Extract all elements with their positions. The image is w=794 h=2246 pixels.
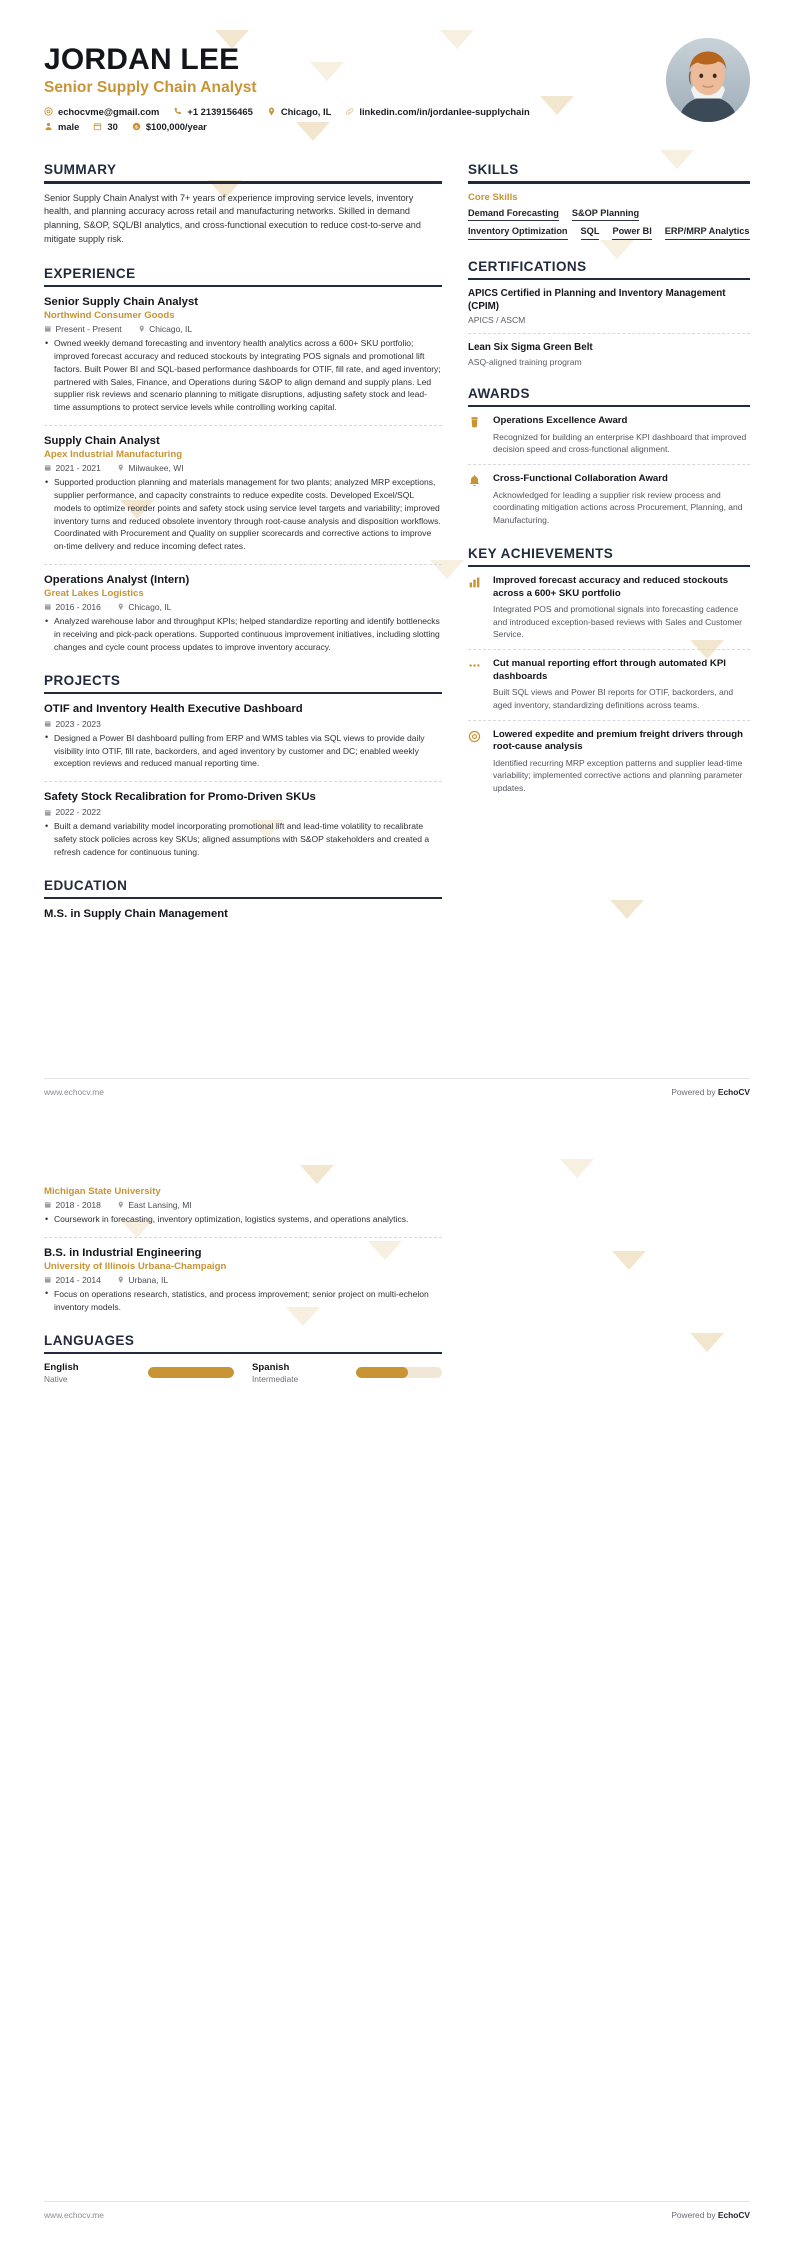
footer-brand: EchoCV bbox=[717, 1087, 750, 1097]
experience-entry bbox=[44, 573, 442, 654]
right-column bbox=[468, 1185, 750, 1403]
experience-dates-text: Present - Present bbox=[55, 324, 122, 335]
achievement-title: Improved forecast accuracy and reduced stockouts across a 600+ SKU portfolio bbox=[493, 575, 729, 599]
job-role-subtitle: Senior Supply Chain Analyst bbox=[44, 79, 257, 97]
skill-chip: Demand Forecasting bbox=[468, 208, 559, 222]
experience-location bbox=[138, 324, 193, 334]
list-item: • Built a demand variability model incorporating promotional lift and lead-time volatility to recalibrate safety stock policies across key SKUs; aligned assumptions with S&OP stakeholders and created a refresh cadence for continuous tuning. bbox=[44, 820, 442, 858]
section-awards bbox=[468, 386, 750, 527]
skill-chip: Inventory Optimization bbox=[468, 226, 568, 240]
language-proficiency-bar bbox=[356, 1367, 442, 1378]
education-meta bbox=[44, 1275, 442, 1285]
experience-location-text: Milwaukee, WI bbox=[128, 463, 184, 474]
section-divider bbox=[44, 692, 442, 694]
email-icon bbox=[44, 107, 53, 116]
section-title-certifications: CERTIFICATIONS bbox=[468, 258, 587, 274]
contact-salary bbox=[132, 121, 207, 132]
bell-icon bbox=[468, 473, 484, 527]
experience-location-text: Chicago, IL bbox=[128, 602, 172, 613]
experience-location bbox=[117, 463, 184, 473]
language-level: Native bbox=[44, 1373, 68, 1384]
contact-phone-text: +1 2139156465 bbox=[187, 106, 253, 118]
award-title: Operations Excellence Award bbox=[493, 415, 628, 427]
calendar-icon bbox=[44, 1276, 52, 1284]
experience-location-text: Chicago, IL bbox=[149, 324, 193, 335]
language-proficiency-fill bbox=[356, 1367, 408, 1378]
contact-linkedin[interactable] bbox=[345, 106, 529, 117]
contact-linkedin-text: linkedin.com/in/jordanlee-supplychain bbox=[359, 106, 530, 118]
entry-divider bbox=[44, 564, 442, 565]
contact-gender-text: male bbox=[58, 121, 80, 133]
skills-group-label: Core Skills bbox=[468, 191, 518, 203]
award-entry bbox=[468, 473, 750, 527]
footer-powered-prefix: Powered by bbox=[671, 2210, 718, 2220]
achievement-entry bbox=[468, 575, 750, 641]
experience-job-title: Senior Supply Chain Analyst bbox=[44, 296, 198, 309]
project-meta bbox=[44, 807, 442, 817]
experience-job-title: Operations Analyst (Intern) bbox=[44, 573, 190, 586]
location-pin-icon bbox=[138, 325, 146, 333]
list-item: • Supported production planning and materials management for two plants; analyzed MRP exceptions, supplier performance, and capacity constraints to reduce expedite costs. Developed Excel/SQL models to optimize reorder points and safety stock using service level targets and variability; improved inventory turns and reduced obsolete inventory through root-cause analysis and disposition workflows. Coordinated with Procurement and Quality on supplier scorecards and corrective actions to improve on-time delivery and reduce incoming defect rates. bbox=[44, 476, 442, 553]
education-meta bbox=[44, 1200, 442, 1210]
language-proficiency-bar bbox=[148, 1367, 234, 1378]
education-school: Michigan State University bbox=[44, 1186, 161, 1197]
language-proficiency-fill bbox=[148, 1367, 234, 1378]
project-dates-text: 2022 - 2022 bbox=[55, 807, 101, 818]
contact-location-text: Chicago, IL bbox=[280, 106, 332, 118]
education-location-text: East Lansing, MI bbox=[128, 1200, 192, 1210]
avatar-photo bbox=[666, 38, 750, 122]
entry-divider bbox=[468, 649, 750, 650]
calendar-icon bbox=[44, 603, 52, 611]
contact-info bbox=[44, 106, 652, 132]
experience-dates bbox=[44, 602, 101, 612]
experience-meta bbox=[44, 602, 442, 612]
project-title: Safety Stock Recalibration for Promo-Driven SKUs bbox=[44, 791, 316, 804]
experience-entry bbox=[44, 295, 442, 414]
section-key-achievements bbox=[468, 546, 750, 795]
language-item bbox=[252, 1362, 442, 1384]
certification-name: APICS Certified in Planning and Inventory Management (CPIM) bbox=[468, 287, 726, 312]
contact-gender bbox=[44, 121, 79, 132]
location-pin-icon bbox=[117, 1276, 125, 1284]
list-item: • Coursework in forecasting, inventory optimization, logistics systems, and operations analytics. bbox=[44, 1213, 442, 1226]
section-divider bbox=[468, 181, 750, 183]
link-icon bbox=[345, 107, 354, 116]
footer-powered-by bbox=[671, 2210, 750, 2220]
experience-meta bbox=[44, 324, 442, 334]
section-experience bbox=[44, 266, 442, 654]
calendar-icon bbox=[44, 720, 52, 728]
contact-location bbox=[267, 106, 332, 117]
section-divider bbox=[468, 565, 750, 567]
page-title: JORDAN LEE bbox=[44, 43, 240, 76]
project-dates bbox=[44, 807, 101, 817]
footer-website[interactable]: www.echocv.me bbox=[44, 2210, 104, 2220]
education-degree: M.S. in Supply Chain Management bbox=[44, 908, 228, 920]
experience-company: Great Lakes Logistics bbox=[44, 588, 144, 600]
experience-location bbox=[117, 602, 172, 612]
experience-bullets bbox=[44, 615, 442, 653]
section-title-projects: PROJECTS bbox=[44, 672, 121, 688]
section-title-experience: EXPERIENCE bbox=[44, 265, 136, 281]
project-dates-text: 2023 - 2023 bbox=[55, 718, 101, 729]
ellipsis-icon bbox=[468, 658, 484, 711]
section-divider bbox=[468, 278, 750, 280]
location-pin-icon bbox=[117, 603, 125, 611]
section-divider bbox=[44, 897, 442, 899]
award-description: Acknowledged for leading a supplier risk review process and coordinating mitigation actions across Procurement, Planning, and Manufacturing. bbox=[493, 489, 743, 526]
certification-entry bbox=[468, 342, 750, 367]
section-languages bbox=[44, 1333, 442, 1384]
resume-header bbox=[44, 36, 750, 136]
language-item bbox=[44, 1362, 234, 1384]
section-summary bbox=[44, 162, 442, 246]
entry-divider bbox=[44, 425, 442, 426]
right-column bbox=[468, 162, 750, 940]
page-footer bbox=[44, 2201, 750, 2220]
contact-age bbox=[93, 121, 117, 132]
entry-divider bbox=[44, 781, 442, 782]
page-footer bbox=[44, 1078, 750, 1097]
education-dates-text: 2014 - 2014 bbox=[55, 1274, 101, 1285]
education-entry bbox=[44, 1186, 442, 1226]
section-certifications bbox=[468, 259, 750, 367]
language-name: Spanish bbox=[252, 1361, 290, 1373]
location-pin-icon bbox=[267, 107, 276, 116]
list-item: • Focus on operations research, statistics, and process improvement; senior project on multi-echelon inventory models. bbox=[44, 1288, 442, 1314]
experience-entry bbox=[44, 434, 442, 553]
skills-list bbox=[468, 208, 750, 240]
skill-chip: ERP/MRP Analytics bbox=[665, 226, 750, 240]
project-title: OTIF and Inventory Health Executive Dashboard bbox=[44, 702, 303, 715]
experience-company: Apex Industrial Manufacturing bbox=[44, 449, 183, 461]
section-title-education: EDUCATION bbox=[44, 877, 128, 893]
phone-icon bbox=[173, 107, 182, 116]
contact-row-secondary bbox=[44, 121, 652, 132]
experience-bullets bbox=[44, 337, 442, 414]
list-item: • Owned weekly demand forecasting and inventory health analytics across a 600+ SKU portfolio; improved forecast accuracy and reduced stockouts by integrating POS signals and promotional lift factors. Built Power BI and SQL-based performance dashboards for OTIF, fill rate, and aged inventory; partnered with Sales, Finance, and Operations during S&OP to align demand and supply plans. Led supplier risk reviews and scenario planning to mitigate disruptions, adjusting safety stock and lead-time assumptions to protect service levels while controlling working capital. bbox=[44, 337, 442, 414]
experience-company: Northwind Consumer Goods bbox=[44, 310, 175, 322]
achievement-description: Identified recurring MRP exception patterns and supplier lead-time variability; implemented corrective actions and planning parameter updates. bbox=[493, 757, 743, 794]
avatar bbox=[666, 38, 750, 122]
dollar-coin-icon bbox=[132, 122, 141, 131]
trophy-icon bbox=[468, 415, 484, 456]
entry-divider bbox=[468, 464, 750, 465]
experience-meta bbox=[44, 463, 442, 473]
left-column bbox=[44, 1185, 442, 1403]
award-entry bbox=[468, 415, 750, 456]
languages-list bbox=[44, 1362, 442, 1384]
footer-brand: EchoCV bbox=[717, 2210, 750, 2220]
calendar-icon bbox=[93, 122, 102, 131]
contact-phone[interactable] bbox=[173, 106, 252, 117]
footer-powered-prefix: Powered by bbox=[671, 1087, 718, 1097]
certification-entry bbox=[468, 288, 750, 325]
language-name: English bbox=[44, 1361, 79, 1373]
certification-name: Lean Six Sigma Green Belt bbox=[468, 342, 593, 354]
education-bullets bbox=[44, 1288, 442, 1314]
project-entry bbox=[44, 790, 442, 859]
education-location bbox=[117, 1275, 168, 1285]
footer-website[interactable]: www.echocv.me bbox=[44, 1087, 104, 1097]
left-column bbox=[44, 162, 442, 940]
certification-issuer: ASQ-aligned training program bbox=[468, 356, 582, 367]
language-level: Intermediate bbox=[252, 1373, 299, 1384]
chart-bars-icon bbox=[468, 575, 484, 641]
achievement-description: Built SQL views and Power BI reports for OTIF, backorders, and aged inventory, standardizing definitions across teams. bbox=[493, 687, 734, 710]
skill-chip: SQL bbox=[581, 226, 600, 240]
project-meta bbox=[44, 719, 442, 729]
calendar-icon bbox=[44, 809, 52, 817]
achievement-title: Lowered expedite and premium freight drivers through root-cause analysis bbox=[493, 728, 744, 753]
project-bullets bbox=[44, 732, 442, 770]
award-title: Cross-Functional Collaboration Award bbox=[493, 473, 668, 485]
calendar-icon bbox=[44, 325, 52, 333]
education-entry bbox=[44, 907, 442, 921]
calendar-icon bbox=[44, 464, 52, 472]
contact-salary-text: $100,000/year bbox=[145, 121, 207, 133]
education-location bbox=[117, 1200, 192, 1210]
experience-bullets bbox=[44, 476, 442, 553]
location-pin-icon bbox=[117, 1201, 125, 1209]
footer-powered-by bbox=[671, 1087, 750, 1097]
list-item: • Designed a Power BI dashboard pulling from ERP and WMS tables via SQL views to provide daily visibility into OTIF, fill rate, backorders, and aged inventory by customer and DC; enabled weekly exception reviews and reduced manual reporting time. bbox=[44, 732, 442, 770]
education-dates-text: 2018 - 2018 bbox=[55, 1200, 101, 1210]
section-title-key-achievements: KEY ACHIEVEMENTS bbox=[468, 545, 614, 561]
project-dates bbox=[44, 719, 101, 729]
entry-divider bbox=[468, 720, 750, 721]
entry-divider bbox=[468, 333, 750, 334]
entry-divider bbox=[44, 1237, 442, 1238]
experience-dates-text: 2021 - 2021 bbox=[55, 463, 101, 474]
education-dates bbox=[44, 1275, 101, 1285]
svg-text:$: $ bbox=[134, 125, 138, 131]
section-divider bbox=[44, 285, 442, 287]
award-description: Recognized for building an enterprise KPI dashboard that improved decision speed and cross-functional alignment. bbox=[493, 431, 747, 455]
education-location-text: Urbana, IL bbox=[128, 1274, 169, 1285]
contact-age-text: 30 bbox=[107, 121, 118, 133]
section-skills bbox=[468, 162, 750, 239]
achievement-entry bbox=[468, 658, 750, 711]
experience-dates bbox=[44, 463, 101, 473]
section-title-skills: SKILLS bbox=[468, 162, 519, 178]
skill-chip: S&OP Planning bbox=[572, 208, 639, 222]
experience-dates-text: 2016 - 2016 bbox=[55, 602, 101, 613]
person-icon bbox=[44, 122, 53, 131]
achievement-description: Integrated POS and promotional signals into forecasting cadence and introduced exception-based reviews with Sales and Customer Service. bbox=[493, 603, 742, 640]
section-divider bbox=[44, 181, 442, 183]
section-education bbox=[44, 878, 442, 921]
section-title-summary: SUMMARY bbox=[44, 162, 117, 178]
contact-email-text: echocvme@gmail.com bbox=[58, 106, 160, 118]
contact-row-primary bbox=[44, 106, 652, 117]
education-entry bbox=[44, 1246, 442, 1314]
education-dates bbox=[44, 1200, 101, 1210]
skill-chip: Power BI bbox=[612, 226, 651, 240]
experience-job-title: Supply Chain Analyst bbox=[44, 435, 160, 447]
list-item: • Analyzed warehouse labor and throughput KPIs; helped standardize reporting and identify bottlenecks in receiving and pick-pack operations. Supported continuous improvement initiatives, including slotting changes and cycle count process updates to improve inventory accuracy. bbox=[44, 615, 442, 653]
achievement-title: Cut manual reporting effort through automated KPI dashboards bbox=[493, 658, 726, 682]
project-entry bbox=[44, 702, 442, 771]
section-education-continued bbox=[44, 1186, 442, 1314]
certification-issuer: APICS / ASCM bbox=[468, 315, 526, 326]
target-icon bbox=[468, 729, 484, 795]
section-divider bbox=[44, 1352, 442, 1354]
project-bullets bbox=[44, 820, 442, 858]
education-degree: B.S. in Industrial Engineering bbox=[44, 1246, 202, 1259]
contact-email[interactable] bbox=[44, 106, 159, 117]
section-title-languages: LANGUAGES bbox=[44, 1332, 135, 1348]
section-title-awards: AWARDS bbox=[468, 385, 530, 401]
location-pin-icon bbox=[117, 464, 125, 472]
summary-text: Senior Supply Chain Analyst with 7+ years of experience improving service levels, inventory health, and planning accuracy across retail and manufacturing networks. Skilled in demand planning, S&OP, SQL/BI analytics, and cross-functional execution to reduce cost-to-serve and mitigate supply risk. bbox=[44, 192, 421, 245]
resume-page-2 bbox=[0, 1123, 794, 2246]
section-projects bbox=[44, 673, 442, 859]
education-bullets bbox=[44, 1213, 442, 1226]
experience-dates bbox=[44, 324, 122, 334]
achievement-entry bbox=[468, 729, 750, 795]
section-divider bbox=[468, 405, 750, 407]
calendar-icon bbox=[44, 1201, 52, 1209]
education-school: University of Illinois Urbana-Champaign bbox=[44, 1260, 227, 1272]
